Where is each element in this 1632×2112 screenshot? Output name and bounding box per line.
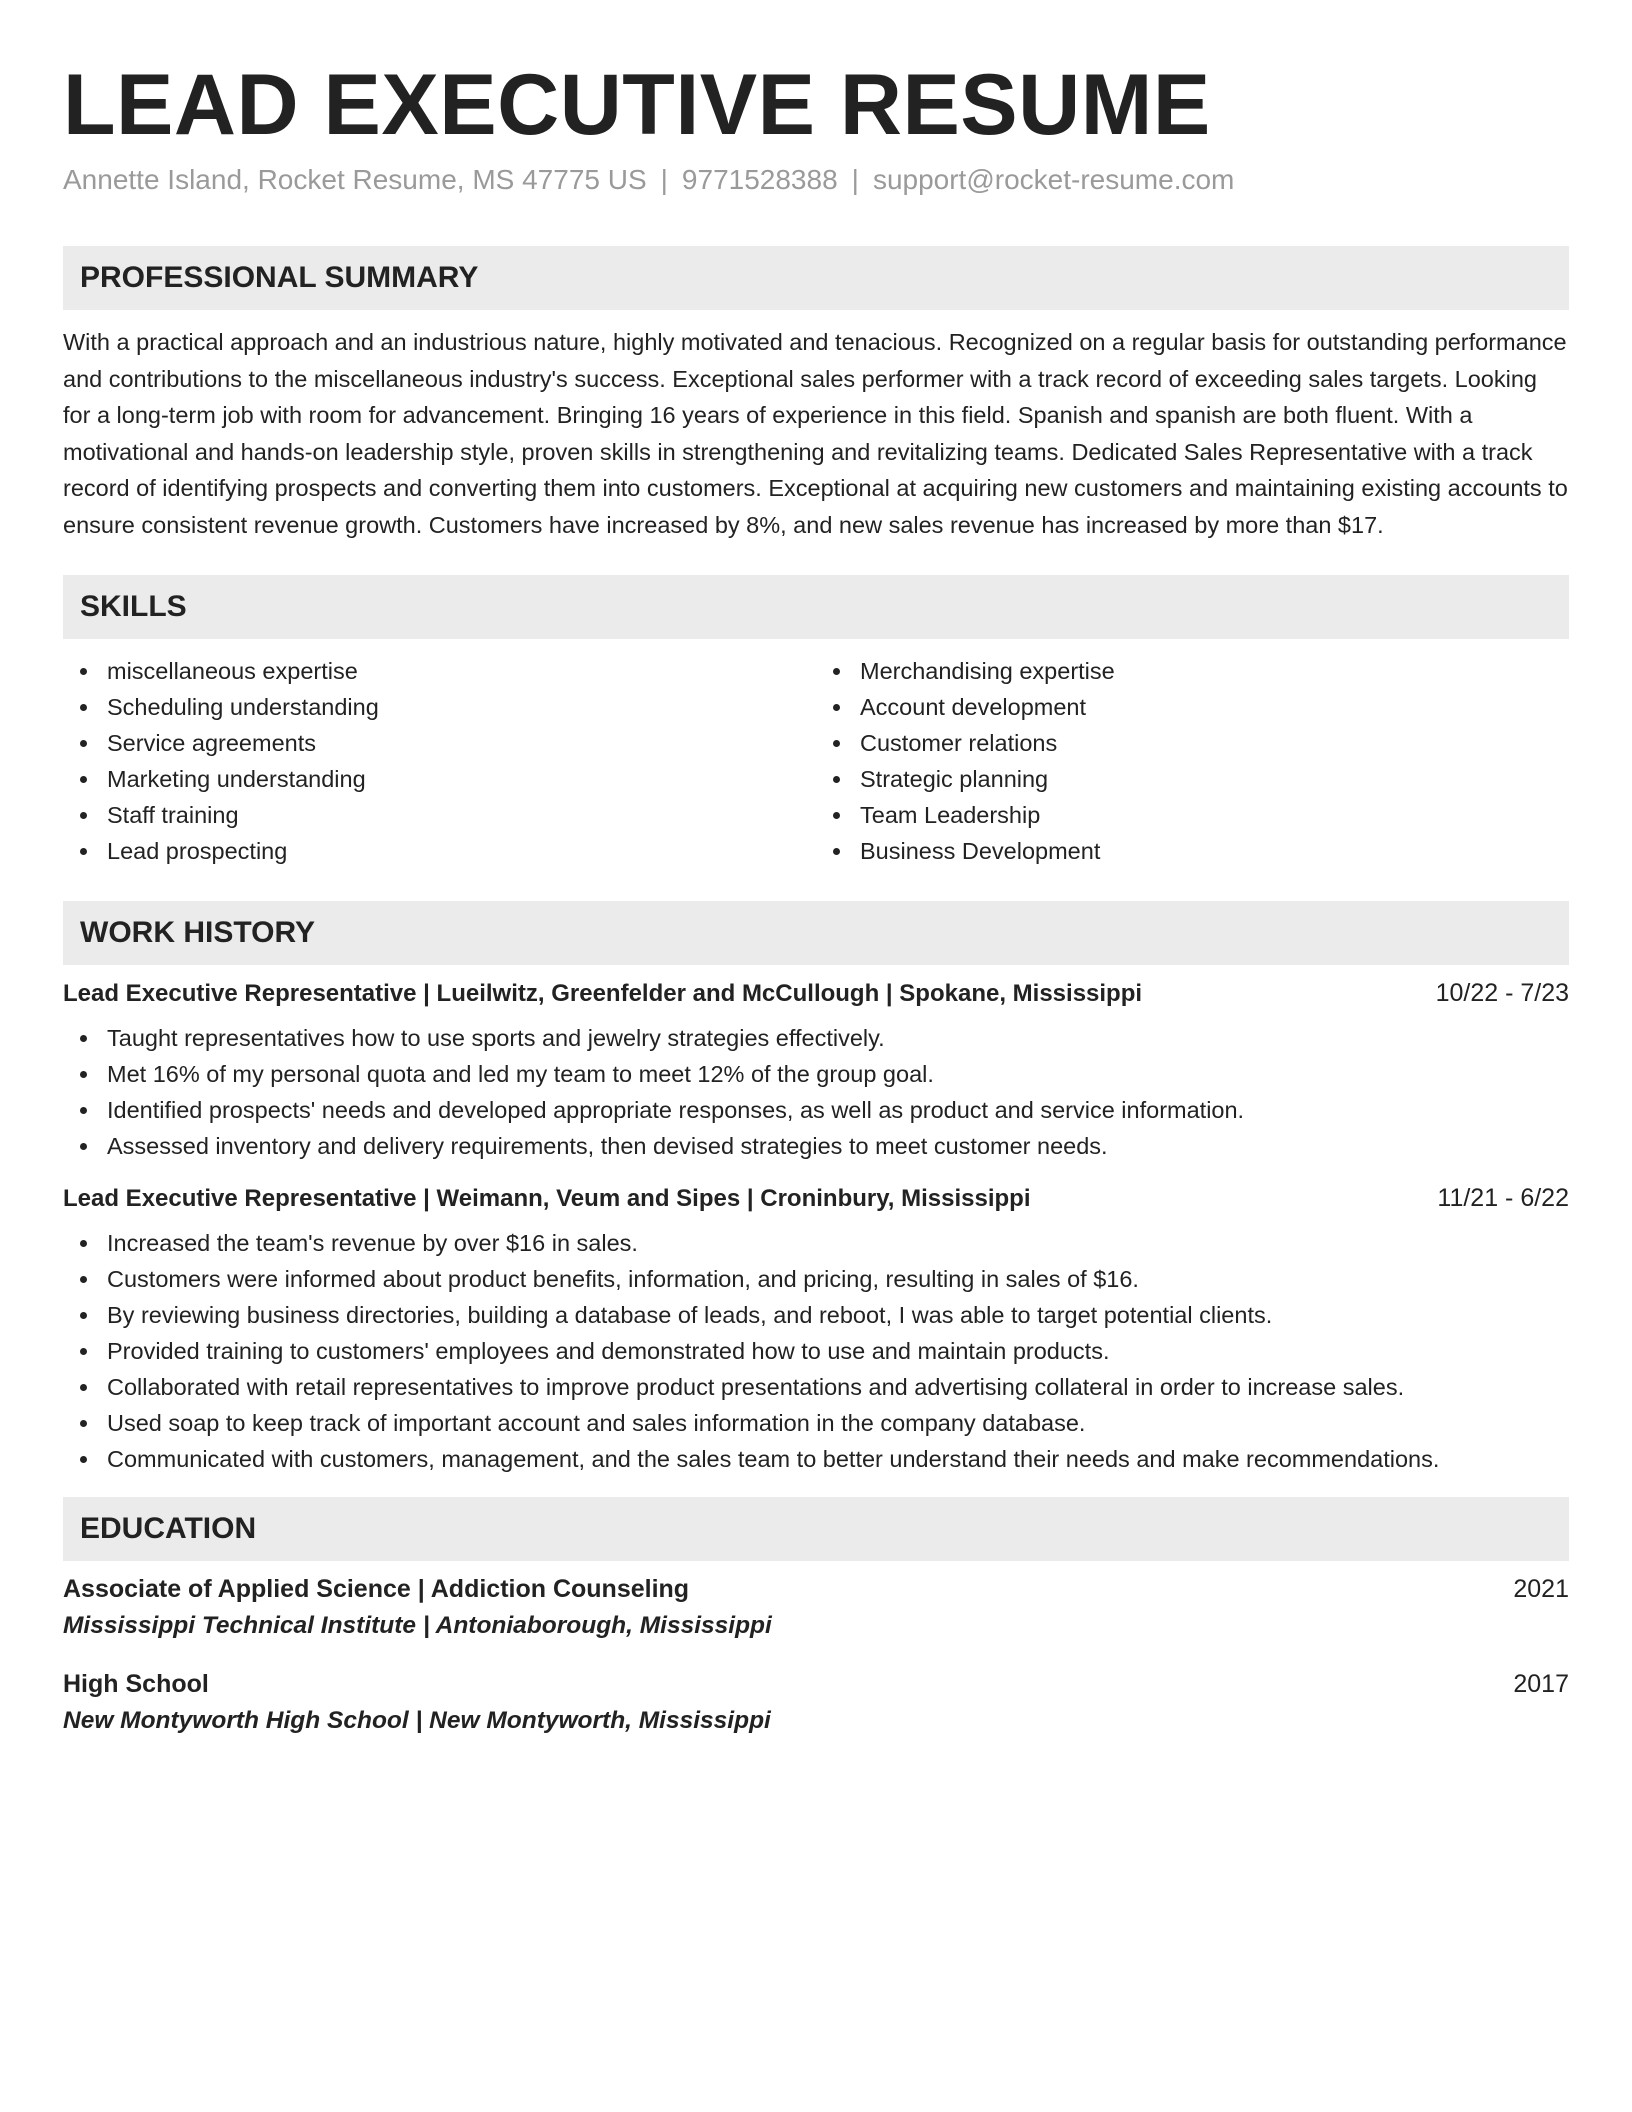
- job-bullet: Increased the team's revenue by over $16 in sales.: [63, 1225, 1569, 1261]
- education-degree: High School: [63, 1670, 209, 1699]
- education-school: New Montyworth High School | New Montyworth, Mississippi: [63, 1707, 771, 1735]
- job-title: Lead Executive Representative | Lueilwitz, Greenfelder and McCullough | Spokane, Mississippi: [63, 980, 1143, 1008]
- education-school: Mississippi Technical Institute | Antoniaborough, Mississippi: [63, 1612, 772, 1640]
- skill-item: miscellaneous expertise: [63, 653, 816, 689]
- job-header: [63, 1184, 1569, 1213]
- skill-item: Lead prospecting: [63, 833, 816, 869]
- education-entry: [63, 1575, 1569, 1640]
- job-bullet: Taught representatives how to use sports and jewelry strategies effectively.: [63, 1020, 1569, 1056]
- education-year: 2017: [1513, 1670, 1569, 1699]
- skill-item: Business Development: [816, 833, 1569, 869]
- job-bullet: Met 16% of my personal quota and led my team to meet 12% of the group goal.: [63, 1056, 1569, 1092]
- education-header: [63, 1575, 1569, 1604]
- job-bullet: By reviewing business directories, building a database of leads, and reboot, I was able to target potential clients.: [63, 1297, 1569, 1333]
- skill-item: Merchandising expertise: [816, 653, 1569, 689]
- contact-separator: |: [660, 164, 668, 196]
- job-bullet: Identified prospects' needs and developed appropriate responses, as well as product and service information.: [63, 1092, 1569, 1128]
- skills-heading: SKILLS: [63, 575, 1569, 639]
- resume-title: LEAD EXECUTIVE RESUME: [63, 57, 1211, 153]
- contact-email: support@rocket-resume.com: [872, 164, 1235, 196]
- summary-text: With a practical approach and an industrious nature, highly motivated and tenacious. Recognized on a regular basis for outstanding performance and contributions to the miscellaneous industry's success. Exceptional sales performer with a track record of exceeding sales targets. Looking for a long-term job with room for advancement. Bringing 16 years of experience in this field. Spanish and spanish are both fluent. With a motivational and hands-on leadership style, proven skills in strengthening and revitalizing teams. Dedicated Sales Representative with a track record of identifying prospects and converting them into customers. Exceptional at acquiring new customers and maintaining existing accounts to ensure consistent revenue growth. Customers have increased by 8%, and new sales revenue has increased by more than $17.: [63, 329, 1568, 538]
- skill-item: Customer relations: [816, 725, 1569, 761]
- job-bullet: Collaborated with retail representatives to improve product presentations and advertising collateral in order to increase sales.: [63, 1369, 1569, 1405]
- job-header: [63, 979, 1569, 1008]
- job-bullet: Communicated with customers, management, and the sales team to better understand their needs and make recommendations.: [63, 1441, 1569, 1477]
- job-dates: 11/21 - 6/22: [1437, 1184, 1569, 1213]
- contact-info: [63, 164, 1569, 196]
- education-header: [63, 1670, 1569, 1699]
- job-entry: [63, 979, 1569, 1164]
- work-history: [63, 979, 1569, 1477]
- education-heading: EDUCATION: [63, 1497, 1569, 1561]
- contact-phone: 9771528388: [681, 164, 838, 196]
- job-bullets: [63, 1225, 1569, 1477]
- skills-column-right: [816, 653, 1569, 869]
- skills-grid: [63, 653, 1569, 869]
- skill-item: Scheduling understanding: [63, 689, 816, 725]
- skill-item: Account development: [816, 689, 1569, 725]
- summary-heading: PROFESSIONAL SUMMARY: [63, 246, 1569, 310]
- job-bullet: Customers were informed about product benefits, information, and pricing, resulting in sales of $16.: [63, 1261, 1569, 1297]
- skill-item: Staff training: [63, 797, 816, 833]
- job-entry: [63, 1184, 1569, 1477]
- skill-item: Team Leadership: [816, 797, 1569, 833]
- skill-item: Strategic planning: [816, 761, 1569, 797]
- skills-column-left: [63, 653, 816, 869]
- education-degree: Associate of Applied Science | Addiction Counseling: [63, 1575, 690, 1604]
- job-title: Lead Executive Representative | Weimann, Veum and Sipes | Croninbury, Mississippi: [63, 1185, 1031, 1213]
- education-entry: [63, 1670, 1569, 1735]
- job-dates: 10/22 - 7/23: [1435, 979, 1569, 1008]
- job-bullet: Assessed inventory and delivery requirements, then devised strategies to meet customer needs.: [63, 1128, 1569, 1164]
- contact-address: Annette Island, Rocket Resume, MS 47775 US: [63, 164, 647, 196]
- contact-separator: |: [851, 164, 859, 196]
- skill-item: Service agreements: [63, 725, 816, 761]
- job-bullet: Used soap to keep track of important account and sales information in the company database.: [63, 1405, 1569, 1441]
- skill-item: Marketing understanding: [63, 761, 816, 797]
- job-bullet: Provided training to customers' employees and demonstrated how to use and maintain products.: [63, 1333, 1569, 1369]
- work-history-heading: WORK HISTORY: [63, 901, 1569, 965]
- job-bullets: [63, 1020, 1569, 1164]
- education-year: 2021: [1513, 1575, 1569, 1604]
